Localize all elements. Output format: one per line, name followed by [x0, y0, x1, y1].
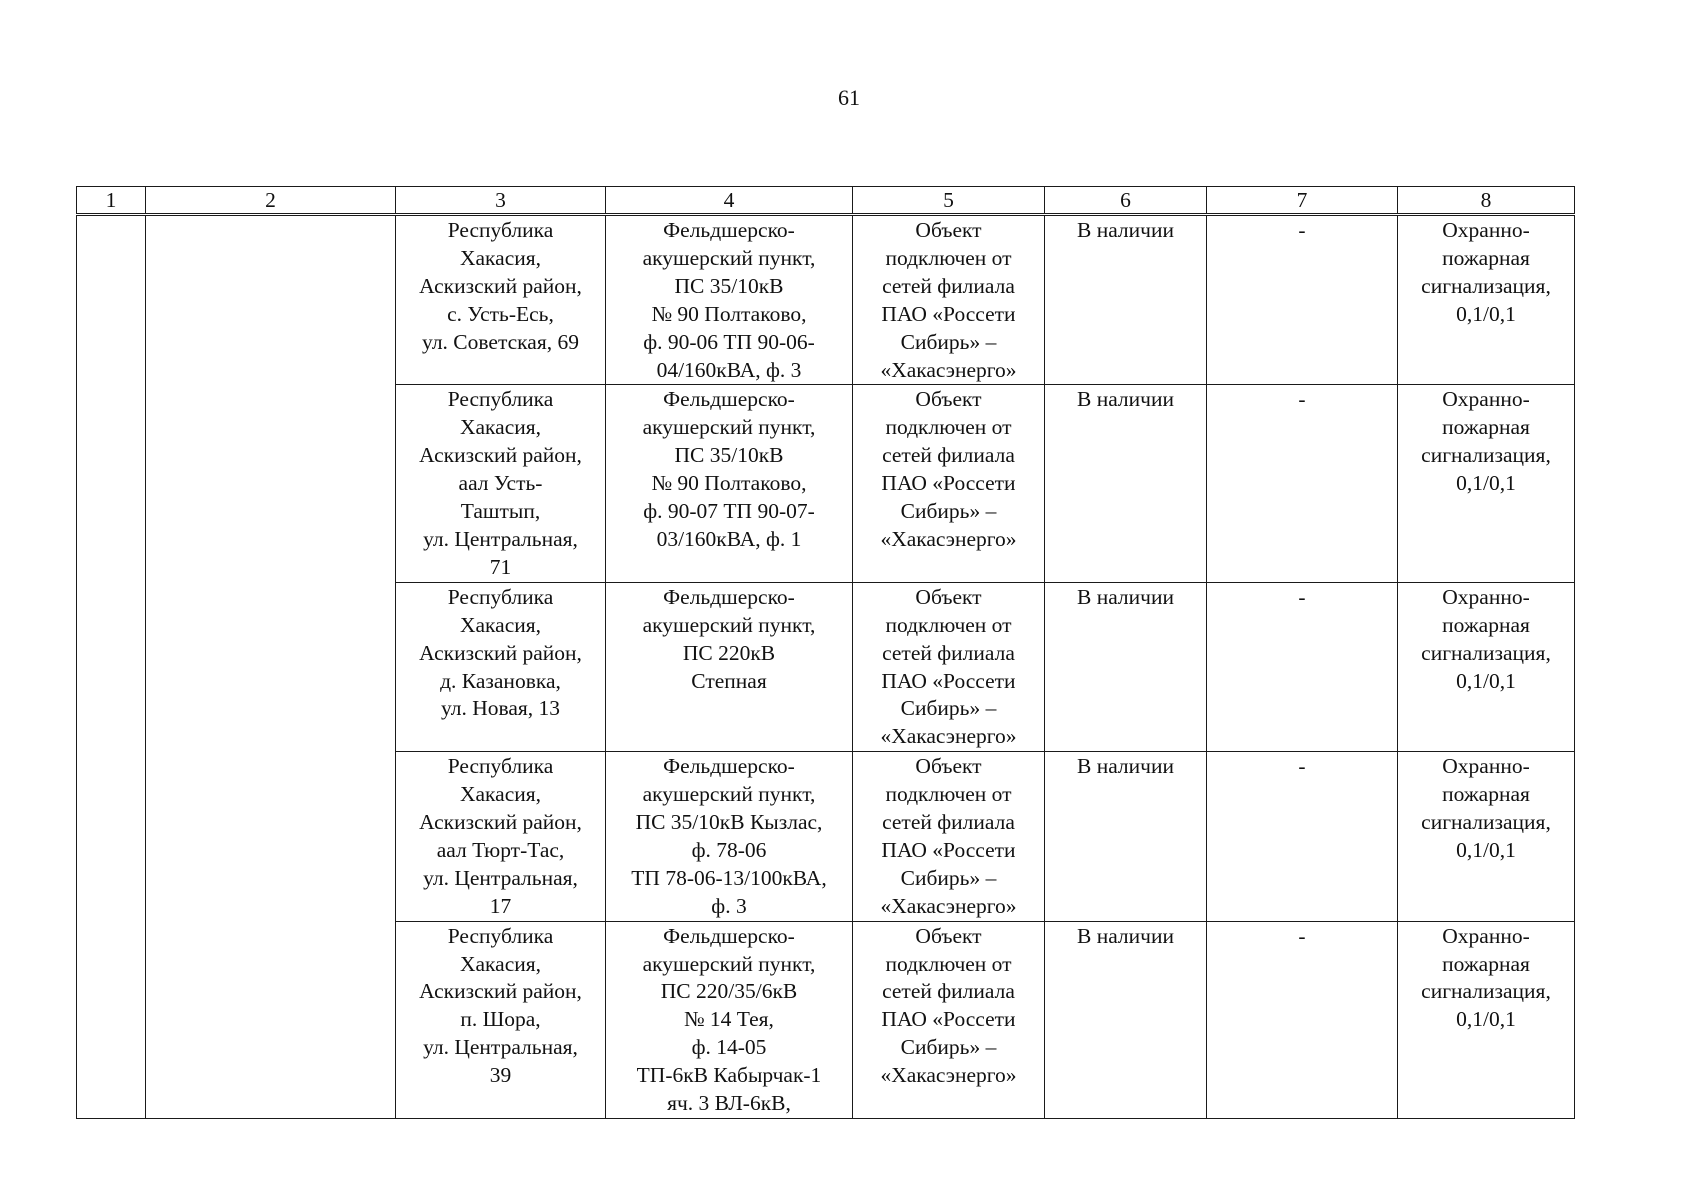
address-cell: Республика Хакасия, Аскизский район, аал Усть- Таштып, ул. Центральная, 71: [396, 385, 606, 582]
facility-cell: Фельдшерско- акушерский пункт, ПС 35/10кВ № 90 Полтаково, ф. 90-07 ТП 90-07- 03/160кВА, ф. 1: [606, 385, 853, 582]
table-row: [77, 215, 1575, 385]
alarm-cell: Охранно- пожарная сигнализация, 0,1/0,1: [1398, 752, 1575, 921]
alarm-cell: Охранно- пожарная сигнализация, 0,1/0,1: [1398, 921, 1575, 1118]
col7-cell: -: [1207, 385, 1398, 582]
availability-cell: В наличии: [1045, 215, 1207, 385]
column-header: 4: [606, 187, 853, 215]
address-cell: Республика Хакасия, Аскизский район, д. Казановка, ул. Новая, 13: [396, 582, 606, 751]
address-cell: Республика Хакасия, Аскизский район, с. Усть-Есь, ул. Советская, 69: [396, 215, 606, 385]
col7-cell: -: [1207, 215, 1398, 385]
power-source-cell: Объект подключен от сетей филиала ПАО «Россети Сибирь» – «Хакасэнерго»: [853, 921, 1045, 1118]
col7-cell: -: [1207, 752, 1398, 921]
availability-cell: В наличии: [1045, 921, 1207, 1118]
header-row: [77, 187, 1575, 215]
alarm-cell: Охранно- пожарная сигнализация, 0,1/0,1: [1398, 582, 1575, 751]
power-source-cell: Объект подключен от сетей филиала ПАО «Россети Сибирь» – «Хакасэнерго»: [853, 385, 1045, 582]
facility-cell: Фельдшерско- акушерский пункт, ПС 220/35/6кВ № 14 Тея, ф. 14-05 ТП-6кВ Кабырчак-1 яч. 3 ВЛ-6кВ,: [606, 921, 853, 1118]
availability-cell: В наличии: [1045, 385, 1207, 582]
power-source-cell: Объект подключен от сетей филиала ПАО «Россети Сибирь» – «Хакасэнерго»: [853, 582, 1045, 751]
availability-cell: В наличии: [1045, 752, 1207, 921]
column-header: 3: [396, 187, 606, 215]
page-number: 61: [838, 85, 860, 110]
power-source-cell: Объект подключен от сетей филиала ПАО «Россети Сибирь» – «Хакасэнерго»: [853, 215, 1045, 385]
column-header: 5: [853, 187, 1045, 215]
column-header: 1: [77, 187, 146, 215]
facilities-table: [76, 186, 1575, 1119]
facility-cell: Фельдшерско- акушерский пункт, ПС 35/10кВ Кызлас, ф. 78-06 ТП 78-06-13/100кВА, ф. 3: [606, 752, 853, 921]
address-cell: Республика Хакасия, Аскизский район, п. Шора, ул. Центральная, 39: [396, 921, 606, 1118]
facility-cell: Фельдшерско- акушерский пункт, ПС 220кВ Степная: [606, 582, 853, 751]
alarm-cell: Охранно- пожарная сигнализация, 0,1/0,1: [1398, 215, 1575, 385]
address-cell: Республика Хакасия, Аскизский район, аал Тюрт-Тас, ул. Центральная, 17: [396, 752, 606, 921]
blank-cell-col1: [77, 215, 146, 1119]
availability-cell: В наличии: [1045, 582, 1207, 751]
power-source-cell: Объект подключен от сетей филиала ПАО «Россети Сибирь» – «Хакасэнерго»: [853, 752, 1045, 921]
blank-cell-col2: [146, 215, 396, 1119]
column-header: 2: [146, 187, 396, 215]
column-header: 7: [1207, 187, 1398, 215]
column-header: 8: [1398, 187, 1575, 215]
alarm-cell: Охранно- пожарная сигнализация, 0,1/0,1: [1398, 385, 1575, 582]
col7-cell: -: [1207, 582, 1398, 751]
facility-cell: Фельдшерско- акушерский пункт, ПС 35/10кВ № 90 Полтаково, ф. 90-06 ТП 90-06- 04/160кВА, ф. 3: [606, 215, 853, 385]
column-header: 6: [1045, 187, 1207, 215]
col7-cell: -: [1207, 921, 1398, 1118]
